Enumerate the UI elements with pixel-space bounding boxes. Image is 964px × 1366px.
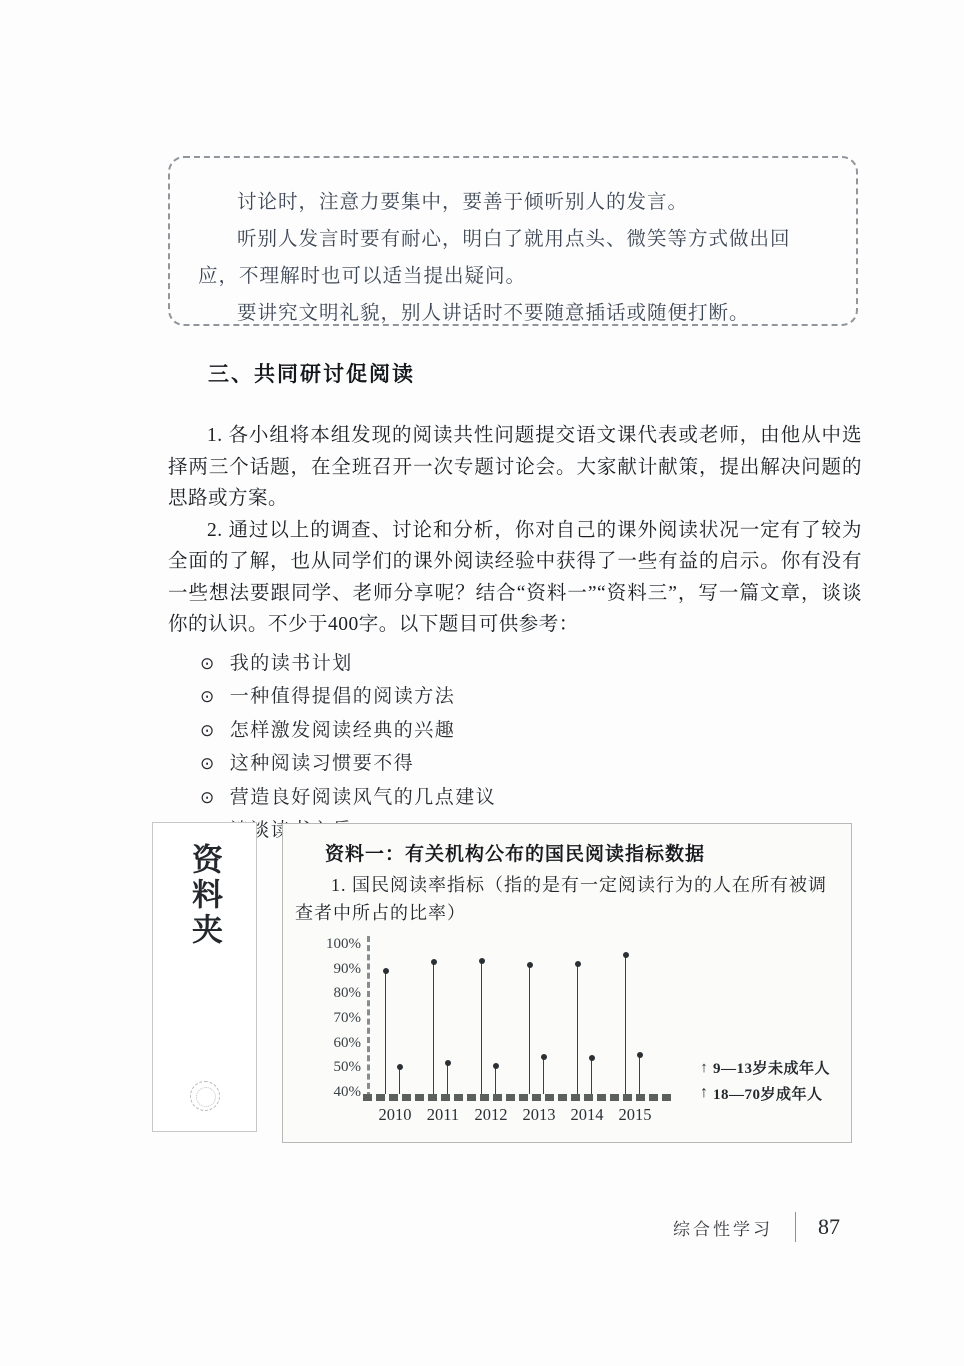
chart-data-point: [575, 961, 581, 967]
reading-rate-chart: [283, 824, 853, 1144]
chart-data-point: [637, 1052, 643, 1058]
chart-data-point: [383, 968, 389, 974]
chart-x-baseline: [363, 1094, 673, 1101]
chart-stem: [481, 961, 482, 1094]
discussion-tips-box: [168, 156, 858, 326]
legend-row: [695, 1054, 830, 1080]
tip-line: 听别人发言时要有耐心，明白了就用点头、微笑等方式做出回应，不理解时也可以适当提出疑问。: [198, 229, 791, 287]
chart-data-point: [397, 1064, 403, 1070]
main-text-column: [168, 358, 862, 848]
topic-text: 营造良好阅读风气的几点建议: [229, 786, 497, 808]
circled-dot-bullet-icon: ⊙: [200, 653, 216, 673]
topic-list: [200, 647, 862, 848]
chart-data-point: [541, 1054, 547, 1060]
chart-stem: [529, 965, 530, 1094]
chart-stem: [495, 1066, 496, 1094]
material-subtitle: 1. 国民阅读率指标（指的是有一定阅读行为的人在所有被调查者中所占的比率）: [295, 875, 827, 923]
y-axis-tick-label: 40%: [333, 1084, 361, 1100]
x-axis-year-label: 2013: [522, 1105, 556, 1124]
material-title: 资料一：有关机构公布的国民阅读指标数据: [325, 844, 706, 865]
chart-data-point: [623, 952, 629, 958]
chart-legend: [695, 1054, 830, 1106]
chart-stem: [399, 1067, 400, 1094]
y-axis-tick-label: 90%: [333, 960, 361, 977]
x-axis-year-label: 2014: [570, 1105, 604, 1124]
page-number: 87: [818, 1214, 840, 1239]
x-axis-year-label: 2011: [426, 1105, 460, 1124]
topic-item: [200, 747, 862, 781]
tip-line: 要讲究文明礼貌，别人讲话时不要随意插话或随便打断。: [237, 303, 750, 324]
tip-line: 讨论时，注意力要集中，要善于倾听别人的发言。: [237, 192, 689, 213]
chart-stem: [577, 964, 578, 1095]
topic-text: 我的读书计划: [229, 652, 353, 674]
y-axis-tick-label: 100%: [326, 936, 361, 952]
chart-data-point: [431, 959, 437, 965]
section-heading: 三、共同研讨促阅读: [208, 363, 415, 386]
chart-stem: [385, 971, 386, 1094]
paragraph-1: 1. 各小组将本组发现的阅读共性问题提交语文课代表或老师，由他从中选择两三个话题，在全班召开一次专题讨论会。大家献计献策，提出解决问题的思路或方案。: [168, 425, 862, 509]
chart-stem: [591, 1058, 592, 1094]
chart-stem: [543, 1057, 544, 1094]
thin-up-arrow-icon: ↑: [700, 1058, 708, 1076]
x-axis-year-label: 2015: [618, 1105, 652, 1124]
topic-text: 怎样激发阅读经典的兴趣: [229, 719, 456, 741]
bold-up-arrow-icon: ↑: [700, 1084, 708, 1101]
y-axis-tick-label: 80%: [333, 985, 361, 1002]
footer-section-label: 综合性学习: [673, 1219, 773, 1239]
x-axis-year-label: 2010: [378, 1105, 412, 1124]
material-one-box: [282, 823, 852, 1143]
circled-dot-bullet-icon: ⊙: [200, 787, 216, 807]
paragraph-2: 2. 通过以上的调查、讨论和分析，你对自己的课外阅读状况一定有了较为全面的了解，也从同学们的课外阅读经验中获得了一些有益的启示。你有没有一些想法要跟同学、老师分享呢？结合“资料一”“资料三”，写一篇文章，谈谈你的认识。不少于400字。以下题目可供参考：: [168, 519, 862, 635]
chart-data-point: [479, 958, 485, 964]
topic-item: [200, 781, 862, 815]
circled-dot-bullet-icon: ⊙: [200, 687, 216, 706]
topic-item: [200, 647, 862, 681]
legend-row: [695, 1080, 830, 1106]
watermark-layer: [0, 1280, 964, 1366]
y-axis-tick-label: 50%: [333, 1059, 361, 1076]
footer-divider: [795, 1212, 796, 1242]
chart-stem: [433, 962, 434, 1094]
chart-stem: [447, 1063, 448, 1094]
y-axis-tick-label: 70%: [333, 1010, 361, 1026]
y-axis-tick-label: 60%: [333, 1034, 361, 1051]
chart-stem: [625, 955, 626, 1094]
chart-data-point: [445, 1060, 451, 1066]
chart-y-axis: [367, 936, 370, 1098]
chart-data-point: [493, 1063, 499, 1069]
topic-text: 一种值得提倡的阅读方法: [229, 686, 456, 707]
x-axis-year-label: 2012: [474, 1105, 508, 1124]
page-footer: [0, 1212, 840, 1242]
material-folder-tab: [152, 822, 257, 1132]
folder-label: 资料夹: [187, 843, 222, 948]
circled-dot-bullet-icon: ⊙: [200, 720, 216, 740]
legend-label: 9—13岁未成年人: [713, 1060, 831, 1077]
topic-item: [200, 714, 862, 748]
topic-text: 这种阅读习惯要不得: [229, 753, 415, 774]
chart-data-point: [589, 1055, 595, 1061]
folder-stamp-icon: [190, 1081, 220, 1111]
chart-data-point: [527, 962, 533, 968]
circled-dot-bullet-icon: ⊙: [200, 754, 216, 773]
chart-stem: [639, 1055, 640, 1094]
topic-item: [200, 680, 862, 714]
legend-label: 18—70岁成年人: [713, 1086, 823, 1103]
